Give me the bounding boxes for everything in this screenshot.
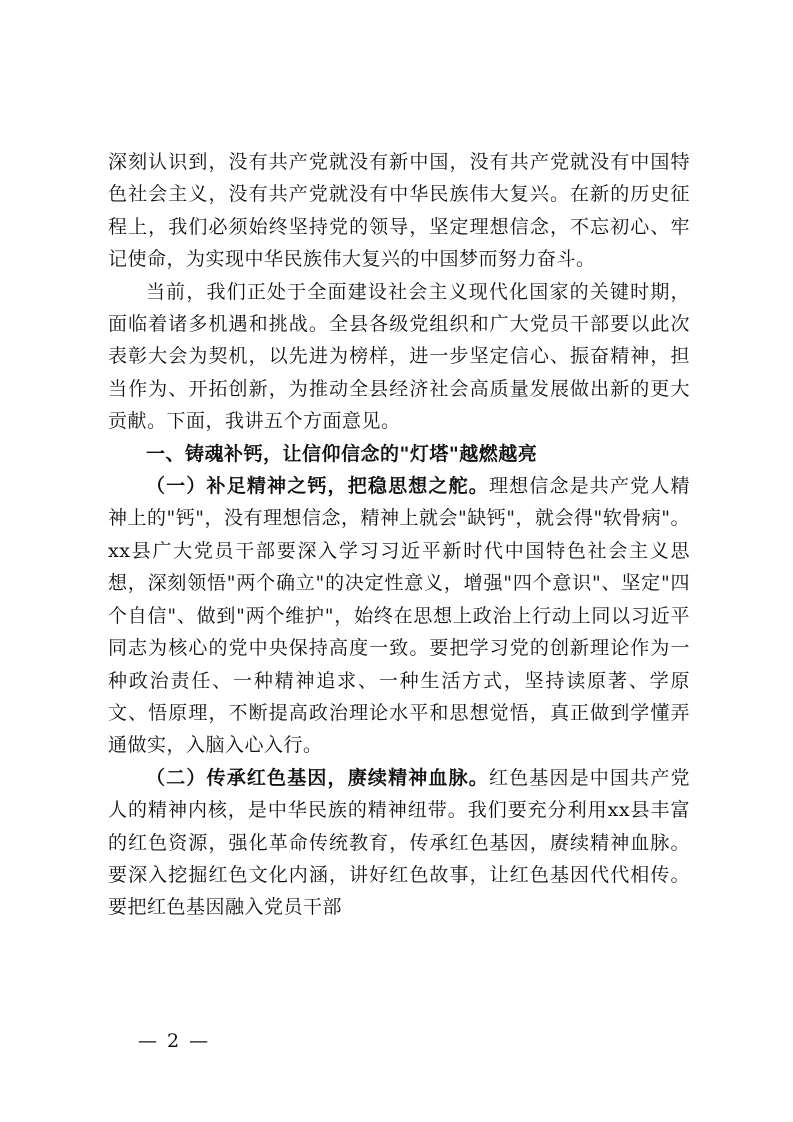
- subsection-paragraph: [108, 762, 690, 924]
- paragraph-continued: 深刻认识到，没有共产党就没有新中国，没有共产党就没有中国特色社会主义，没有共产党就没有中华民族伟大复兴。在新的历史征程上，我们必须始终坚持党的领导，坚定理想信念，不忘初心、牢记使命，为实现中华民族伟大复兴的中国梦而努力奋斗。: [108, 151, 690, 271]
- subsection-title: （一）补足精神之钙，把稳思想之舵。: [146, 475, 489, 498]
- paragraph: 当前，我们正处于全面建设社会主义现代化国家的关键时期，面临着诸多机遇和挑战。全县各级党组织和广大党员干部要以此次表彰大会为契机，以先进为榜样，进一步坚定信心、振奋精神，担当作为、开拓创新，为推动全县经济社会高质量发展做出新的更大贡献。下面，我讲五个方面意见。: [108, 280, 690, 433]
- subsection-text: 理想信念是共产党人精神上的"钙"，没有理想信念，精神上就会"缺钙"，就会得"软骨病"。xx县广大党员干部要深入学习习近平新时代中国特色社会主义思想，深刻领悟"两个确立"的决定性意义，增强"四个意识"、坚定"四个自信"、做到"两个维护"，始终在思想上政治上行动上同以习近平同志为核心的党中央保持高度一致。要把学习党的创新理论作为一种政治责任、一种精神追求、一种生活方式，坚持读原著、学原文、悟原理，不断提高政治理论水平和思想觉悟，真正做到学懂弄通做实，入脑入心入行。: [108, 475, 690, 757]
- page-number: — 2 —: [138, 1030, 211, 1052]
- section-heading: 一、铸魂补钙，让信仰信念的"灯塔"越燃越亮: [146, 442, 538, 465]
- subsection-title: （二）传承红色基因，赓续精神血脉。: [146, 766, 489, 789]
- subsection-text: 红色基因是中国共产党人的精神内核，是中华民族的精神纽带。我们要充分利用xx县丰富的红色资源，强化革命传统教育，传承红色基因，赓续精神血脉。要深入挖掘红色文化内涵，讲好红色故事，让红色基因代代相传。要把红色基因融入党员干部: [108, 766, 690, 919]
- document-body: [108, 146, 690, 924]
- subsection-paragraph: [108, 470, 690, 762]
